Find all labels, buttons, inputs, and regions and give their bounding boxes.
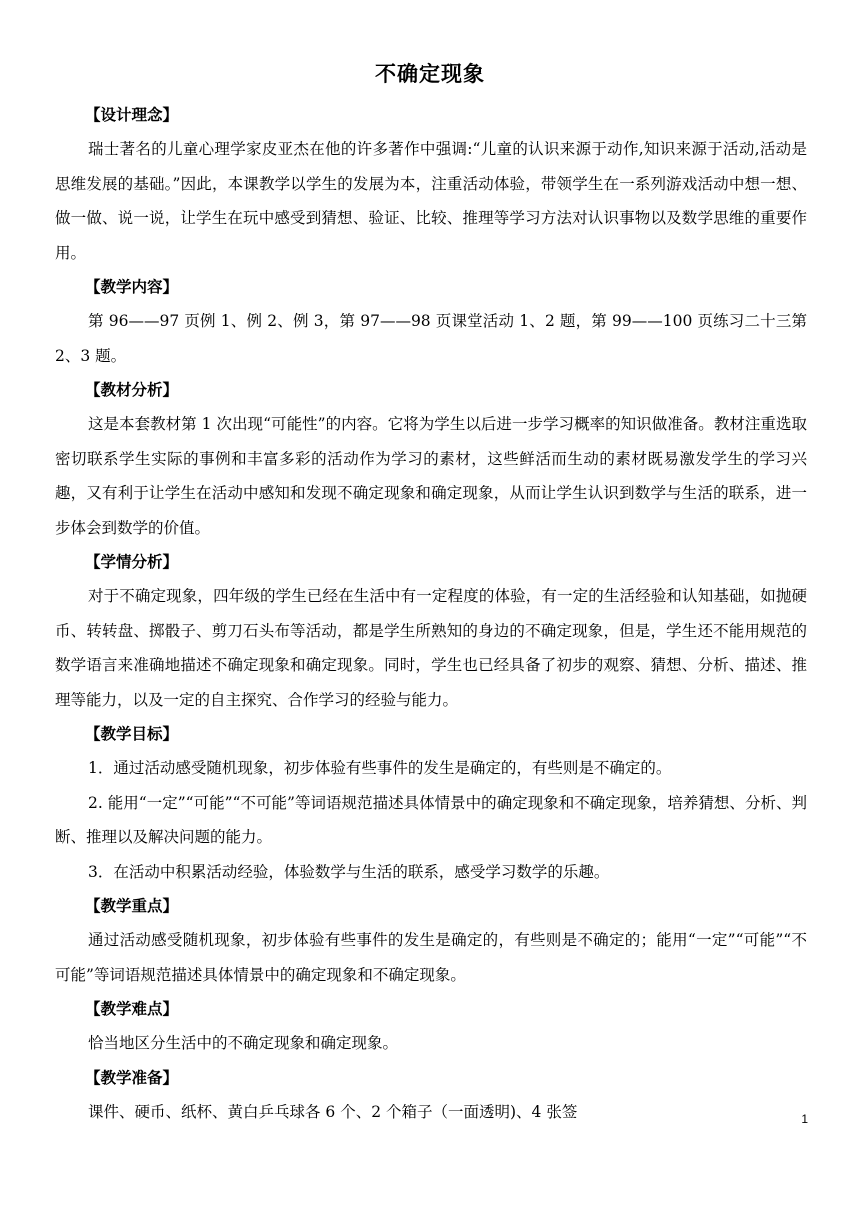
section-heading: 【设计理念】 [85, 106, 179, 124]
section-design-concept [55, 98, 807, 270]
paragraph: 课件、硬币、纸杯、黄白乒乓球各 6 个、2 个箱子（一面透明)、4 张签 [88, 1102, 578, 1121]
document-body [55, 98, 807, 1129]
paragraph: 恰当地区分生活中的不确定现象和确定现象。 [88, 1034, 399, 1052]
section-teaching-preparation [55, 1061, 807, 1130]
objective-item: 3．在活动中积累活动经验，体验数学与生活的联系，感受学习数学的乐趣。 [88, 862, 610, 881]
section-heading: 【教学内容】 [85, 278, 179, 296]
paragraph: 第 96——97 页例 1、例 2、例 3，第 97——98 页课堂活动 1、2 题，第 99——100 页练习二十三第 2、3 题。 [55, 312, 807, 365]
section-student-analysis [55, 545, 807, 717]
section-heading: 【教学难点】 [85, 1000, 179, 1018]
section-teaching-objectives [55, 717, 807, 889]
paragraph: 对于不确定现象，四年级的学生已经在生活中有一定程度的体验，有一定的生活经验和认知基础，如抛硬币、转转盘、掷骰子、剪刀石头布等活动，都是学生所熟知的身边的不确定现象，但是，学生还不能用规范的数学语言来准确地描述不确定现象和确定现象。同时，学生也已经具备了初步的观察、猜想、分析、描述、推理等能力，以及一定的自主探究、合作学习的经验与能力。 [55, 587, 807, 709]
section-heading: 【教学目标】 [85, 725, 179, 743]
section-heading: 【学情分析】 [85, 553, 179, 571]
document-title: 不确定现象 [375, 62, 485, 86]
objective-item: 2. 能用“一定”“可能”“不可能”等词语规范描述具体情景中的确定现象和不确定现象，培养猜想、分析、判断、推理以及解决问题的能力。 [55, 793, 807, 846]
section-heading: 【教材分析】 [85, 381, 179, 399]
page-number: 1 [801, 1112, 808, 1126]
section-heading: 【教学准备】 [85, 1068, 179, 1087]
section-teaching-content [55, 270, 807, 373]
paragraph: 这是本套教材第 1 次出现“可能性”的内容。它将为学生以后进一步学习概率的知识做准备。教材注重选取密切联系学生实际的事例和丰富多彩的活动作为学习的素材，这些鲜活而生动的素材既易激发学生的学习兴趣，又有利于让学生在活动中感知和发现不确定现象和确定现象，从而让学生认识到数学与生活的联系，进一步体会到数学的价值。 [55, 415, 807, 537]
section-textbook-analysis [55, 373, 807, 545]
objective-item: 1．通过活动感受随机现象，初步体验有些事件的发生是确定的，有些则是不确定的。 [88, 759, 672, 777]
section-key-points [55, 889, 807, 992]
section-heading: 【教学重点】 [85, 897, 179, 915]
paragraph: 瑞士著名的儿童心理学家皮亚杰在他的许多著作中强调:“儿童的认识来源于动作,知识来源于活动,活动是思维发展的基础。”因此，本课教学以学生的发展为本，注重活动体验，带领学生在一系列游戏活动中想一想、做一做、说一说，让学生在玩中感受到猜想、验证、比较、推理等学习方法对认识事物以及数学思维的重要作用。 [55, 140, 807, 262]
section-difficult-points [55, 992, 807, 1061]
paragraph: 通过活动感受随机现象，初步体验有些事件的发生是确定的，有些则是不确定的；能用“一定”“可能”“不可能”等词语规范描述具体情景中的确定现象和不确定现象。 [55, 931, 807, 984]
